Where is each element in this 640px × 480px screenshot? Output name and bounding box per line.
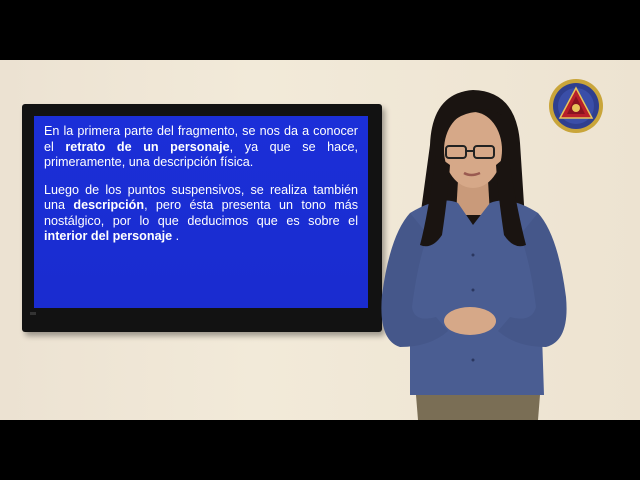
tv-screen xyxy=(34,116,368,308)
text-run: En la primera parte del fragmento, se nos da a conocer el xyxy=(44,124,358,154)
tv-monitor xyxy=(22,104,382,332)
presenter xyxy=(370,85,580,420)
text-run: , ya que se hace, primeramente, una descripción física. xyxy=(44,139,358,169)
text-run: Luego de los puntos suspensivos, se realiza también una xyxy=(44,182,358,212)
emphasis-text: retrato de un personaje xyxy=(65,139,230,154)
letterbox-top xyxy=(0,0,640,60)
text-run: , pero ésta presenta un tono más nostálgico, por lo que deducimos que es sobre el xyxy=(44,198,359,228)
emphasis-text: interior del personaje xyxy=(44,229,173,243)
letterbox-bottom xyxy=(0,420,640,480)
tv-indicator xyxy=(30,312,36,315)
slide-paragraph-2 xyxy=(44,183,358,245)
video-frame xyxy=(0,60,640,420)
text-run: . xyxy=(172,229,180,243)
emphasis-text: descripción xyxy=(73,198,145,212)
slide-paragraph-1 xyxy=(44,124,358,171)
